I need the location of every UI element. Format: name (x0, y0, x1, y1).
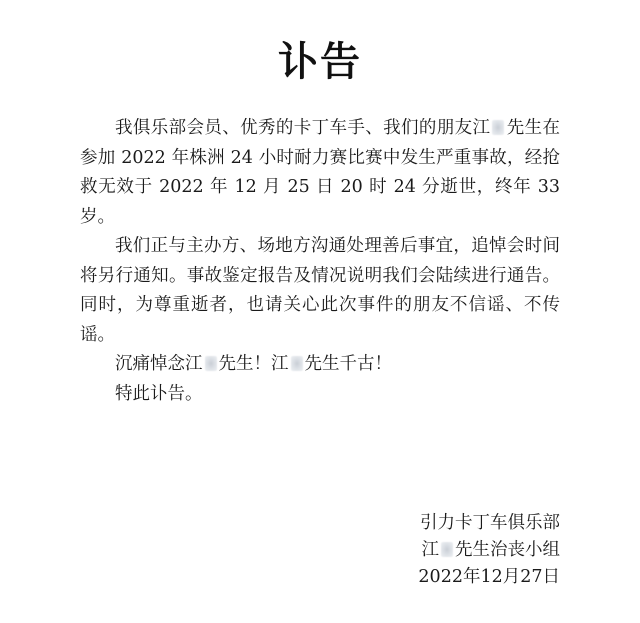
committee-suffix: 先生治丧小组 (455, 540, 560, 560)
document-body (80, 114, 560, 409)
redacted-name-mark (291, 356, 303, 371)
document-title: 讣告 (278, 38, 362, 85)
paragraph-arrangements (80, 232, 560, 350)
signature-committee (418, 537, 560, 564)
mourning-text-1: 沉痛悼念江 (115, 354, 203, 374)
paragraph-announcement (80, 114, 560, 232)
paragraph-mourning (80, 350, 560, 380)
arrangements-text: 我们正与主办方、场地方沟通处理善后事宜，追悼会时间将另行通知。事故鉴定报告及情况说明我们会陆续进行通告。同时，为尊重逝者，也请关心此次事件的朋友不信谣、不传谣。 (80, 236, 560, 345)
redacted-name-mark (441, 542, 453, 557)
paragraph-closing (80, 380, 560, 410)
signature-block (418, 510, 560, 591)
committee-prefix: 江 (421, 540, 439, 560)
signature-organization: 引力卡丁车俱乐部 (420, 513, 560, 533)
redacted-name-mark (205, 356, 217, 371)
closing-text: 特此讣告。 (115, 383, 203, 404)
redacted-name-mark (492, 120, 504, 135)
announcement-text-1: 我俱乐部会员、优秀的卡丁车手、我们的朋友江 (115, 118, 491, 138)
mourning-text-2: 先生！江 (218, 354, 289, 374)
mourning-text-3: 先生千古！ (304, 354, 392, 374)
announcement-text-2: 先生在参加 2022 年株洲 24 小时耐力赛比赛中发生严重事故，经抢救无效于 2022 年 12 月 25 日 20 时 24 分逝世，终年 33 岁。 (80, 118, 560, 227)
signature-date: 2022年12月27日 (418, 567, 560, 587)
